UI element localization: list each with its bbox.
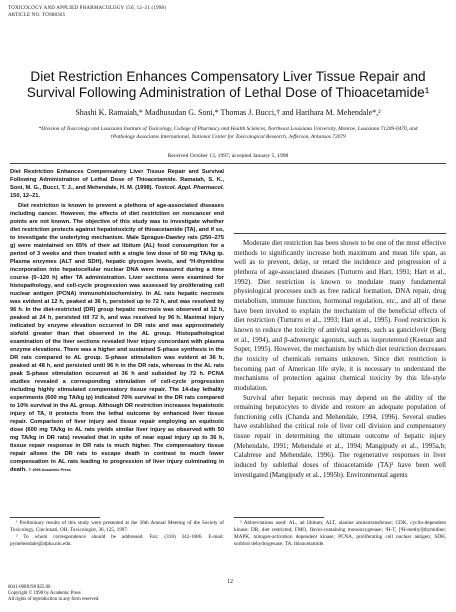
footnote: ¹ Preliminary results of this study were presented at the 36th Annual Meeting of the Society of Toxicology, Cincinnati, OH. Toxicologist, 36, 125, 1997. — [10, 520, 224, 533]
abstract-citation: Diet Restriction Enhances Compensatory Liver Tissue Repair and Survival Following Administration of Lethal Dose of Thioacetamide. Ramaiah, S. K., Soni, M. G., Bucci, T. J., and Mehendale, H. M. (1998). Toxicol. Appl. Pharmacol. 150, 12–21. — [10, 169, 224, 199]
footnote-divider — [234, 517, 324, 518]
footnote: ³ Abbreviations used: AL, ad libitum; ALT, alanine aminotransferase; CDK, cyclin-dependent kinase; DR, diet restricted; FMO, flavin-containing monooxygenase; ³H-T, [³H-methyl]thymidine; MAPK, mitogen-activation dependent kinase; PCNA, proliferating cell nuclear antigen; SDH, sorbitol dehydrogenase; TA, thioacetamide. — [234, 520, 446, 547]
footer-copyright: Copyright © 1998 by Academic Press — [8, 591, 81, 596]
footer — [8, 585, 99, 603]
abstract — [10, 168, 224, 474]
article-number: ARTICLE NO. TO988365 — [8, 13, 66, 18]
paper-title: Diet Restriction Enhances Compensatory Liver Tissue Repair and Survival Following Administration of Lethal Dose of Thioacetamide¹ — [26, 69, 430, 100]
body-paragraph: Survival after hepatic necrosis may depend on the ability of the remaining hepatocytes to divide and restore an adequate population of functioning cells (Chanda and Mehendale, 1994, 1996). Several studies have established the critical role of liver cell division and compensatory tissue repair in determining the ultimate outcome of hepatic injury (Mehendale, 1991; Mehendale et al., 1994; Mangipudy et al., 1995a,b; Calabrese and Mehendale, 1996). The regenerative responses in liver induced by sublethal doses of thioacetamide (TA)³ have been well investigated (Mangipudy et al., 1995b). Environmental agents — [234, 393, 446, 479]
abstract-copyright: © 1998 Academic Press — [28, 468, 71, 472]
author-list: Shashi K. Ramaiah,* Madhusudan G. Soni,* Thomas J. Bucci,† and Harihara M. Mehendale*,² — [75, 108, 381, 117]
footnote: ² To whom correspondence should be addressed. Fax: (318) 342-1686. E-mail: pymehendale@alpha.nlu.edu. — [10, 534, 224, 547]
received-dates: Received October 13, 1997; accepted January 5, 1998 — [167, 153, 289, 159]
abstract-divider — [234, 233, 446, 234]
body-text — [234, 239, 446, 480]
footnote-divider — [10, 517, 100, 518]
author-affiliation: *Division of Toxicology and Louisiana Institute of Toxicology, College of Pharmacy and Health Sciences, Northeast Louisiana University, Monroe, Louisiana 71209-0470, and †Pathology Associates International, National Center for Toxicological Research, Jefferson, Arkansas 72079 — [38, 126, 418, 140]
body-paragraph: Moderate diet restriction has been shown to be one of the most effective methods to significantly increase both maximum and mean life span, as well as to prevent, delay, or retard the incidence and progression of a plethora of age-associated diseases (Turturro and Hart, 1991; Hart et al., 1992). Diet restriction is known to modulate many fundamental physiological processes such as free radical formation, DNA repair, drug metabolism, immune function, hormonal regulation, etc., and all of these have been invoked to explain the mechanism of the beneficial effects of diet restriction (Turturro et al., 1993; Hart et al., 1995). Food restriction is known to reduce the toxicity of antiviral agents, such as ganciclovir (Berg et al., 1994), and β-adrenergic agonists, such as isoproterenol (Keenan and Soper, 1995). However, the mechanism by which diet restriction decreases the toxicity of chemicals remains unknown. Since diet restriction is becoming part of American life style, it is necessary to understand the mechanisms of protection against chemical toxicity by this life-style modulation. — [234, 239, 446, 392]
abstract-paragraph: Diet restriction is known to prevent a plethora of age-associated diseases including cancer. However, the effects of diet restriction on noncancer end points are not known. The objective of this study was to investigate whether diet restriction protects against hepatotoxicity of thioacetamide (TA), and if so, to investigate the underlying mechanism. Male Sprague-Dawley rats (250–275 g) were maintained on 65% of their ad libitum (AL) food consumption for a period of 3 weeks and then treated with a single low dose of 50 mg TA/kg ip. Plasma enzymes (ALT and SDH), hepatic glycogen levels, and ³H-thymidine incorporation into hepatocellular nuclear DNA were measured during a time course (0–120 h) after TA administration. Liver sections were examined for histopathology, and cell-cycle progression was assessed by proliferating cell nuclear antigen (PCNA) immunohistochemistry. In AL rats hepatic necrosis was evident at 12 h, peaked at 36 h, persisted up to 72 h, and was resolved by 96 h. In the diet-restricted (DR) group hepatic necrosis was observed at 12 h, peaked at 24 h, persisted till 72 h, and was resolved by 96 h. Maximal injury indicated by enzyme elevation occurred in DR rats and was approximately sixfold greater than that observed in the AL group. Histopathological examination of the liver sections revealed liver injury concordant with plasma enzyme elevations. There was a higher and sustained S-phase synthesis in the DR rats compared to AL group. S-phase stimulation was evident at 36 h, peaked at 48 h, and persisted until 96 h in the DR rats, whereas in the AL rats peak S-phase stimulation occurred at 36 h and subsided by 72 h. PCNA studies revealed a corresponding stimulation of cell-cycle progression including highly stimulated compensatory tissue repair. The 14-day lethality experiments (600 mg TA/kg ip) indicated 70% survival in the DR rats compared to 10% survival in the AL group. Although DR restriction increases hepatotoxic injury of TA, it protects from the lethal outcome by enhanced liver tissue repair. Comparison of liver injury and tissue repair employing an equitoxic dose (600 mg TA/kg in AL rats yields similar liver injury as observed with 50 mg TA/kg in DR rats) revealed that in spite of near equal injury up to 36 h, tissue repair response in DR rats is much higher. The compensatory tissue repair allows the DR rats to escape death in contrast to much lower compensation in AL rats leading to progression of liver injury culminating in death. © 1998 Academic Press — [10, 203, 224, 473]
footer-rights: All rights of reproduction in any form reserved. — [8, 597, 100, 602]
page-number: 12 — [227, 579, 233, 585]
footnote-abbreviations — [234, 520, 446, 548]
journal-header: TOXICOLOGY AND APPLIED PHARMACOLOGY 150, 12–21 (1998) — [8, 6, 167, 11]
title-divider — [10, 163, 446, 164]
footnotes-left — [10, 520, 224, 548]
issn-price: 0041-008X/98 $25.00 — [8, 585, 51, 590]
